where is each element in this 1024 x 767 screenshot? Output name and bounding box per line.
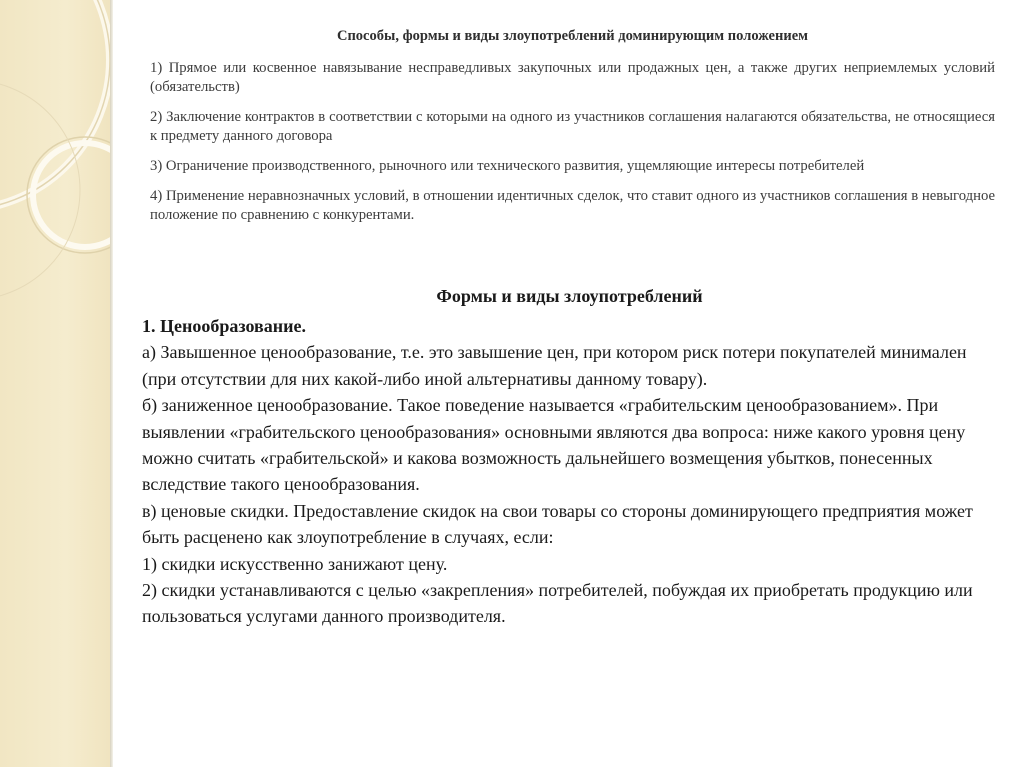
case-1: 1) скидки искусственно занижают цену. — [142, 553, 448, 574]
section-title: Формы и виды злоупотреблений — [436, 286, 703, 306]
pricing-heading: 1. Ценообразование. — [142, 316, 307, 336]
list-item: 2) Заключение контрактов в соответствии с которыми на одного из участников соглашения налагаются обязательства, не относящиеся к предмету данного договора — [150, 109, 995, 144]
list-item: 3) Ограничение производственного, рыночного или технического развития, ущемляющие интересы потребителей — [150, 158, 865, 174]
paragraph-c: в) ценовые скидки. Предоставление скидок на свои товары со стороны доминирующего предприятия может быть расценено как злоупотребление в случаях, если: — [142, 500, 973, 548]
paragraph-b: б) заниженное ценообразование. Такое поведение называется «грабительским ценообразованием». При выявлении «грабительского ценообразования» основными являются два вопроса: ниже какого уровня цену можно считать «грабительской» и какова возможность дальнейшего возмещения убытков, понесенных вследствие такого ценообразования. — [142, 395, 966, 495]
case-2: 2) скидки устанавливаются с целью «закрепления» потребителей, побуждая их приобретать продукцию или пользоваться услугами данного производителя. — [142, 580, 973, 627]
decorative-rings — [0, 0, 110, 767]
band-divider — [110, 0, 113, 767]
paragraph-a: а) Завышенное ценообразование, т.е. это завышение цен, при котором риск потери покупателей минимален (при отсутствии для них какой-либо иной альтернативы данному товару). — [142, 342, 967, 389]
list-item: 1) Прямое или косвенное навязывание несправедливых закупочных или продажных цен, а также других неприемлемых условий (обязательств) — [150, 60, 995, 95]
decorative-side-band — [0, 0, 110, 767]
slide-title: Способы, формы и виды злоупотреблений доминирующим положением — [336, 28, 809, 44]
list-item: 4) Применение неравнозначных условий, в отношении идентичных сделок, что ставит одного из участников соглашения в невыгодное положение по сравнению с конкурентами. — [150, 188, 995, 223]
upper-text-block — [150, 18, 995, 236]
forms-section — [142, 286, 997, 630]
